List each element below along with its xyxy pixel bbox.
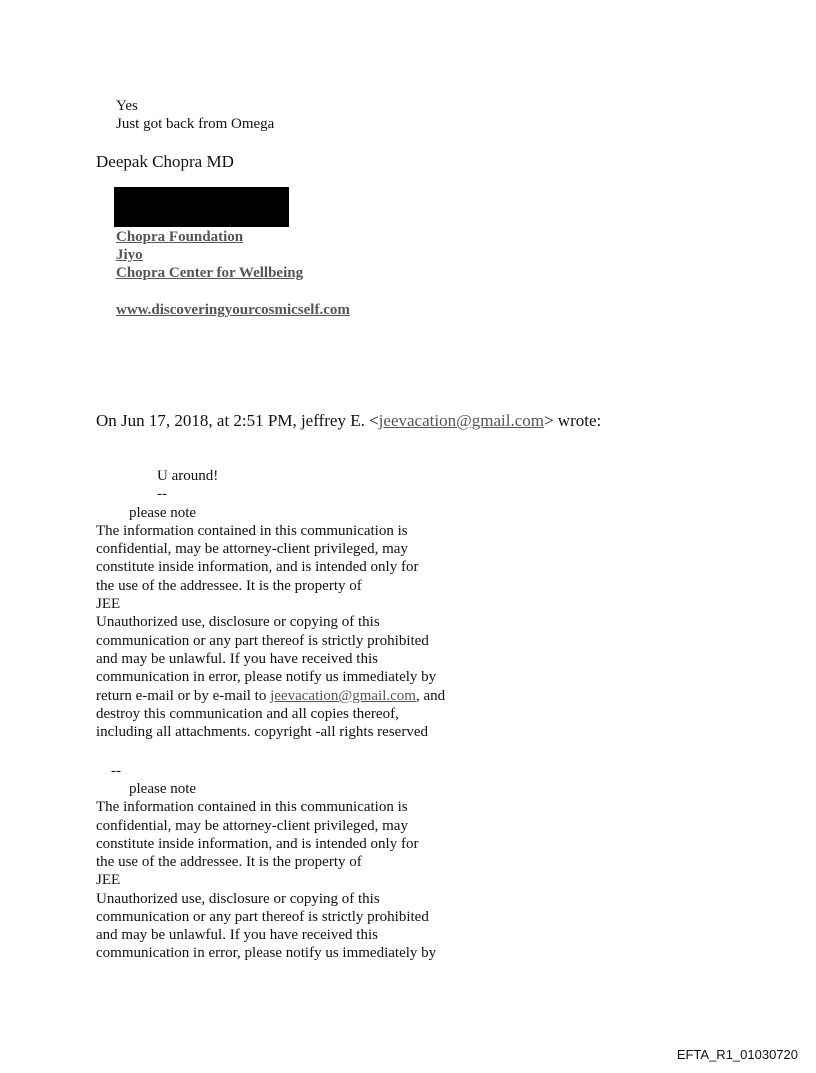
reply-line-1: Yes (116, 98, 138, 114)
disclaimer-1-line: communication or any part thereof is strictly prohibited (96, 633, 429, 649)
disclaimer-1-line: constitute inside information, and is intended only for (96, 559, 419, 575)
disclaimer-1-line: the use of the addressee. It is the property of (96, 578, 362, 594)
redaction-box (114, 187, 289, 227)
disclaimer-2-line: and may be unlawful. If you have received this (96, 927, 378, 943)
signature-link-jiyo[interactable]: Jiyo (116, 247, 143, 263)
disclaimer-1-line: The information contained in this communication is (96, 523, 408, 539)
disclaimer-1-return-prefix: return e-mail or by e-mail to (96, 688, 271, 704)
disclaimer-1-destroy-line: destroy this communication and all copies thereof, (96, 706, 399, 722)
disclaimer-1-line: communication in error, please notify us immediately by (96, 669, 437, 685)
disclaimer-2-line: communication or any part thereof is strictly prohibited (96, 909, 429, 925)
disclaimer-2-line: communication in error, please notify us immediately by (96, 945, 437, 961)
disclaimer-1-line: confidential, may be attorney-client privileged, may (96, 541, 408, 557)
disclaimer-2-line: Unauthorized use, disclosure or copying of this (96, 891, 380, 907)
signature-website-link[interactable]: www.discoveringyourcosmicself.com (116, 302, 350, 318)
document-id: EFTA_R1_01030720 (676, 1047, 798, 1062)
disclaimer-1-attachments-line: including all attachments. copyright -all rights reserved (96, 724, 428, 740)
disclaimer-1-label: please note (129, 505, 197, 521)
disclaimer-2-line: the use of the addressee. It is the property of (96, 854, 362, 870)
quote-header-prefix: On Jun 17, 2018, at 2:51 PM, jeffrey E. < (96, 411, 379, 430)
quote-header-suffix: > wrote: (543, 411, 602, 430)
disclaimer-1-email-link[interactable]: jeevacation@gmail.com (270, 688, 416, 704)
disclaimer-2-line: constitute inside information, and is intended only for (96, 836, 419, 852)
quote-header-email-link[interactable]: jeevacation@gmail.com (378, 411, 544, 430)
disclaimer-2-line: confidential, may be attorney-client privileged, may (96, 818, 408, 834)
signature-link-chopra-foundation[interactable]: Chopra Foundation (116, 229, 244, 245)
disclaimer-1-line: JEE (96, 596, 121, 612)
original-message-body: U around! (157, 468, 219, 484)
disclaimer-2-line: The information contained in this communication is (96, 799, 408, 815)
original-message-separator: -- (157, 486, 167, 502)
disclaimer-2-label: please note (129, 781, 197, 797)
disclaimer-1-line: and may be unlawful. If you have received this (96, 651, 378, 667)
second-separator: -- (111, 763, 121, 779)
quote-header (96, 412, 601, 430)
disclaimer-1-return-line (96, 687, 445, 705)
signature-link-chopra-center[interactable]: Chopra Center for Wellbeing (116, 265, 304, 281)
signature-name: Deepak Chopra MD (96, 152, 234, 171)
disclaimer-1-return-suffix: , and (415, 688, 446, 704)
reply-line-2: Just got back from Omega (116, 116, 275, 132)
disclaimer-2-line: JEE (96, 872, 121, 888)
disclaimer-1-line: Unauthorized use, disclosure or copying of this (96, 614, 380, 630)
